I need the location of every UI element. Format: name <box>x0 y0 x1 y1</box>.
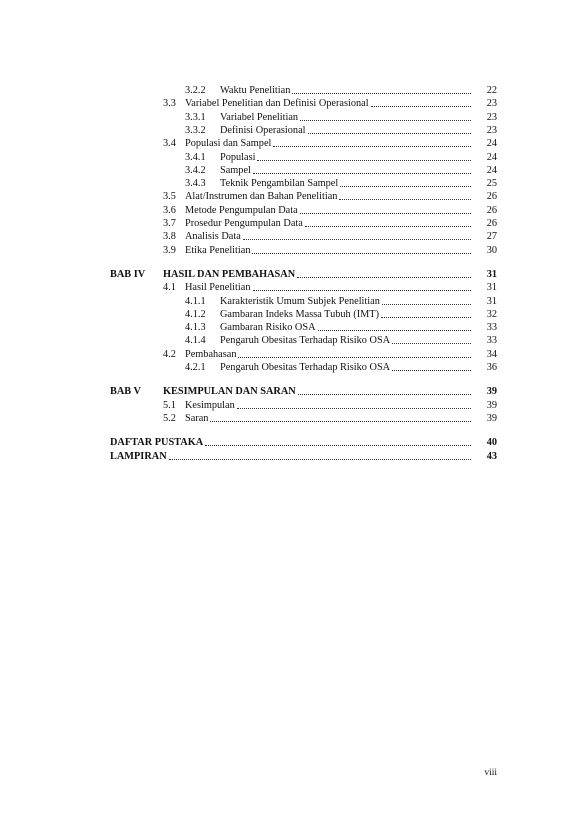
toc-page-number: 33 <box>486 322 497 334</box>
toc-page-number: 31 <box>486 282 497 294</box>
toc-dot-leader <box>371 106 471 107</box>
toc-page-number: 30 <box>486 244 497 256</box>
toc-chapter-label: BAB IV <box>110 268 146 280</box>
toc-title: Populasi <box>220 151 256 163</box>
toc-title: Pengaruh Obesitas Terhadap Risiko OSA <box>220 362 391 373</box>
toc-section-number: 4.2 <box>163 348 176 360</box>
toc-dot-leader <box>392 343 471 344</box>
toc-entry[interactable] <box>0 244 579 257</box>
toc-title: Prosedur Pengumpulan Data <box>185 218 303 229</box>
toc-dot-leader <box>210 421 471 422</box>
toc-entry[interactable] <box>0 217 579 230</box>
toc-dot-leader <box>237 408 471 409</box>
toc-entry[interactable] <box>0 204 579 217</box>
toc-dot-leader <box>257 160 471 161</box>
toc-title: Variabel Penelitian dan Definisi Operasional <box>185 98 369 110</box>
toc-title: Karakteristik Umum Subjek Penelitian <box>220 295 380 307</box>
toc-subsection-number: 3.4.3 <box>185 178 206 190</box>
toc-entry[interactable] <box>0 412 579 425</box>
toc-page-number: 22 <box>486 85 497 96</box>
toc-entry[interactable] <box>0 230 579 243</box>
toc-entry[interactable] <box>0 151 579 164</box>
toc-title: Analisis Data <box>185 231 241 243</box>
toc-title: Waktu Penelitian <box>220 85 291 96</box>
toc-page-number: 32 <box>486 308 497 320</box>
toc-dot-leader <box>243 239 471 240</box>
toc-subsection-number: 3.4.2 <box>185 164 206 176</box>
toc-page-number: 26 <box>486 191 497 203</box>
toc-dot-leader <box>238 357 471 358</box>
toc-entry[interactable] <box>0 124 579 137</box>
toc-entry[interactable] <box>0 385 579 398</box>
toc-entry[interactable] <box>0 190 579 203</box>
toc-dot-leader <box>252 253 471 254</box>
toc-subsection-number: 4.2.1 <box>185 362 206 373</box>
toc-title: HASIL DAN PEMBAHASAN <box>163 268 296 280</box>
toc-title: Sampel <box>220 164 251 176</box>
toc-title: Teknik Pengambilan Sampel <box>220 178 339 190</box>
toc-section-number: 3.3 <box>163 98 176 110</box>
toc-dot-leader <box>300 213 471 214</box>
toc-section-number: 3.9 <box>163 244 176 256</box>
toc-page-number: 23 <box>486 98 497 110</box>
toc-dot-leader <box>305 226 471 227</box>
toc-page-number: 25 <box>486 178 497 190</box>
toc-page-number: 24 <box>486 164 497 176</box>
toc-title: Saran <box>185 412 209 424</box>
toc-entry[interactable] <box>0 308 579 321</box>
toc-page-number: 23 <box>486 124 497 136</box>
toc-dot-leader <box>339 199 471 200</box>
toc-title: Pengaruh Obesitas Terhadap Risiko OSA <box>220 335 391 347</box>
toc-title: Kesimpulan <box>185 399 235 411</box>
toc-section-number: 3.6 <box>163 204 176 216</box>
toc-entry[interactable] <box>0 177 579 190</box>
toc-page-number: 39 <box>486 386 497 398</box>
toc-title: Alat/Instrumen dan Bahan Penelitian <box>185 191 338 203</box>
toc-section-number: 3.8 <box>163 231 176 243</box>
toc-entry[interactable] <box>0 399 579 412</box>
toc-page-number: 31 <box>486 268 497 280</box>
toc-title: Metode Pengumpulan Data <box>185 204 298 216</box>
toc-page-number: 39 <box>486 399 497 411</box>
toc-subsection-number: 4.1.1 <box>185 295 206 307</box>
toc-subsection-number: 3.2.2 <box>185 85 206 96</box>
toc-dot-leader <box>382 304 471 305</box>
toc-entry[interactable] <box>0 295 579 308</box>
toc-chapter-label: BAB V <box>110 386 141 398</box>
toc-dot-leader <box>308 133 472 134</box>
toc-dot-leader <box>297 277 471 278</box>
toc-page-number: 26 <box>486 218 497 229</box>
toc-entry[interactable] <box>0 348 579 361</box>
toc-dot-leader <box>318 330 471 331</box>
toc-entry[interactable] <box>0 84 579 97</box>
toc-entry[interactable] <box>0 436 579 449</box>
toc-page-number: 39 <box>486 412 497 424</box>
toc-subsection-number: 4.1.4 <box>185 335 206 347</box>
toc-page-number: 43 <box>486 450 497 462</box>
toc-page-number: 24 <box>486 138 497 150</box>
toc-title: LAMPIRAN <box>110 450 167 462</box>
toc-dot-leader <box>253 290 472 291</box>
toc-subsection-number: 4.1.3 <box>185 322 206 334</box>
toc-dot-leader <box>292 93 471 94</box>
toc-dot-leader <box>205 445 471 446</box>
toc-entry[interactable] <box>0 281 579 294</box>
toc-entry[interactable] <box>0 137 579 150</box>
toc-entry[interactable] <box>0 97 579 110</box>
toc-dot-leader <box>253 173 471 174</box>
toc-entry[interactable] <box>0 450 579 463</box>
toc-title: Variabel Penelitian <box>220 111 299 123</box>
toc-page-number: 23 <box>486 111 497 123</box>
toc-page-number: 27 <box>486 231 497 243</box>
toc-title: Gambaran Risiko OSA <box>220 322 316 334</box>
toc-dot-leader <box>273 146 471 147</box>
toc-subsection-number: 4.1.2 <box>185 308 206 320</box>
toc-title: Populasi dan Sampel <box>185 138 272 150</box>
toc-entry[interactable] <box>0 334 579 347</box>
toc-title: Pembahasan <box>185 348 237 360</box>
toc-title: Etika Penelitian <box>185 244 251 256</box>
toc-dot-leader <box>169 459 471 460</box>
toc-title: DAFTAR PUSTAKA <box>110 437 204 449</box>
toc-page-number: 40 <box>486 437 497 449</box>
page-number: viii <box>484 768 497 778</box>
toc-entry[interactable] <box>0 111 579 124</box>
toc-dot-leader <box>381 317 471 318</box>
toc-page-number: 26 <box>486 204 497 216</box>
toc-section-number: 5.1 <box>163 399 176 411</box>
toc-dot-leader <box>392 370 471 371</box>
toc-section-number: 3.5 <box>163 191 176 203</box>
toc-page-number: 33 <box>486 335 497 347</box>
toc-title: Hasil Penelitian <box>185 282 251 294</box>
toc-section-number: 4.1 <box>163 282 176 294</box>
toc-section-number: 5.2 <box>163 412 176 424</box>
toc-dot-leader <box>300 120 471 121</box>
toc-entry[interactable] <box>0 164 579 177</box>
toc-entry[interactable] <box>0 321 579 334</box>
toc-page-number: 34 <box>486 348 497 360</box>
toc-subsection-number: 3.3.2 <box>185 124 206 136</box>
toc-entry[interactable] <box>0 268 579 281</box>
toc-section-number: 3.7 <box>163 218 176 229</box>
toc-page-number: 36 <box>486 362 497 373</box>
toc-title: Definisi Operasional <box>220 124 306 136</box>
toc-title: Gambaran Indeks Massa Tubuh (IMT) <box>220 308 380 320</box>
toc-section-number: 3.4 <box>163 138 176 150</box>
toc-dot-leader <box>298 394 471 395</box>
toc-entry[interactable] <box>0 361 579 374</box>
toc-dot-leader <box>340 186 471 187</box>
toc-subsection-number: 3.3.1 <box>185 111 206 123</box>
toc-page-number: 24 <box>486 151 497 163</box>
toc-title: KESIMPULAN DAN SARAN <box>163 386 296 398</box>
toc-page-number: 31 <box>486 295 497 307</box>
toc-subsection-number: 3.4.1 <box>185 151 206 163</box>
